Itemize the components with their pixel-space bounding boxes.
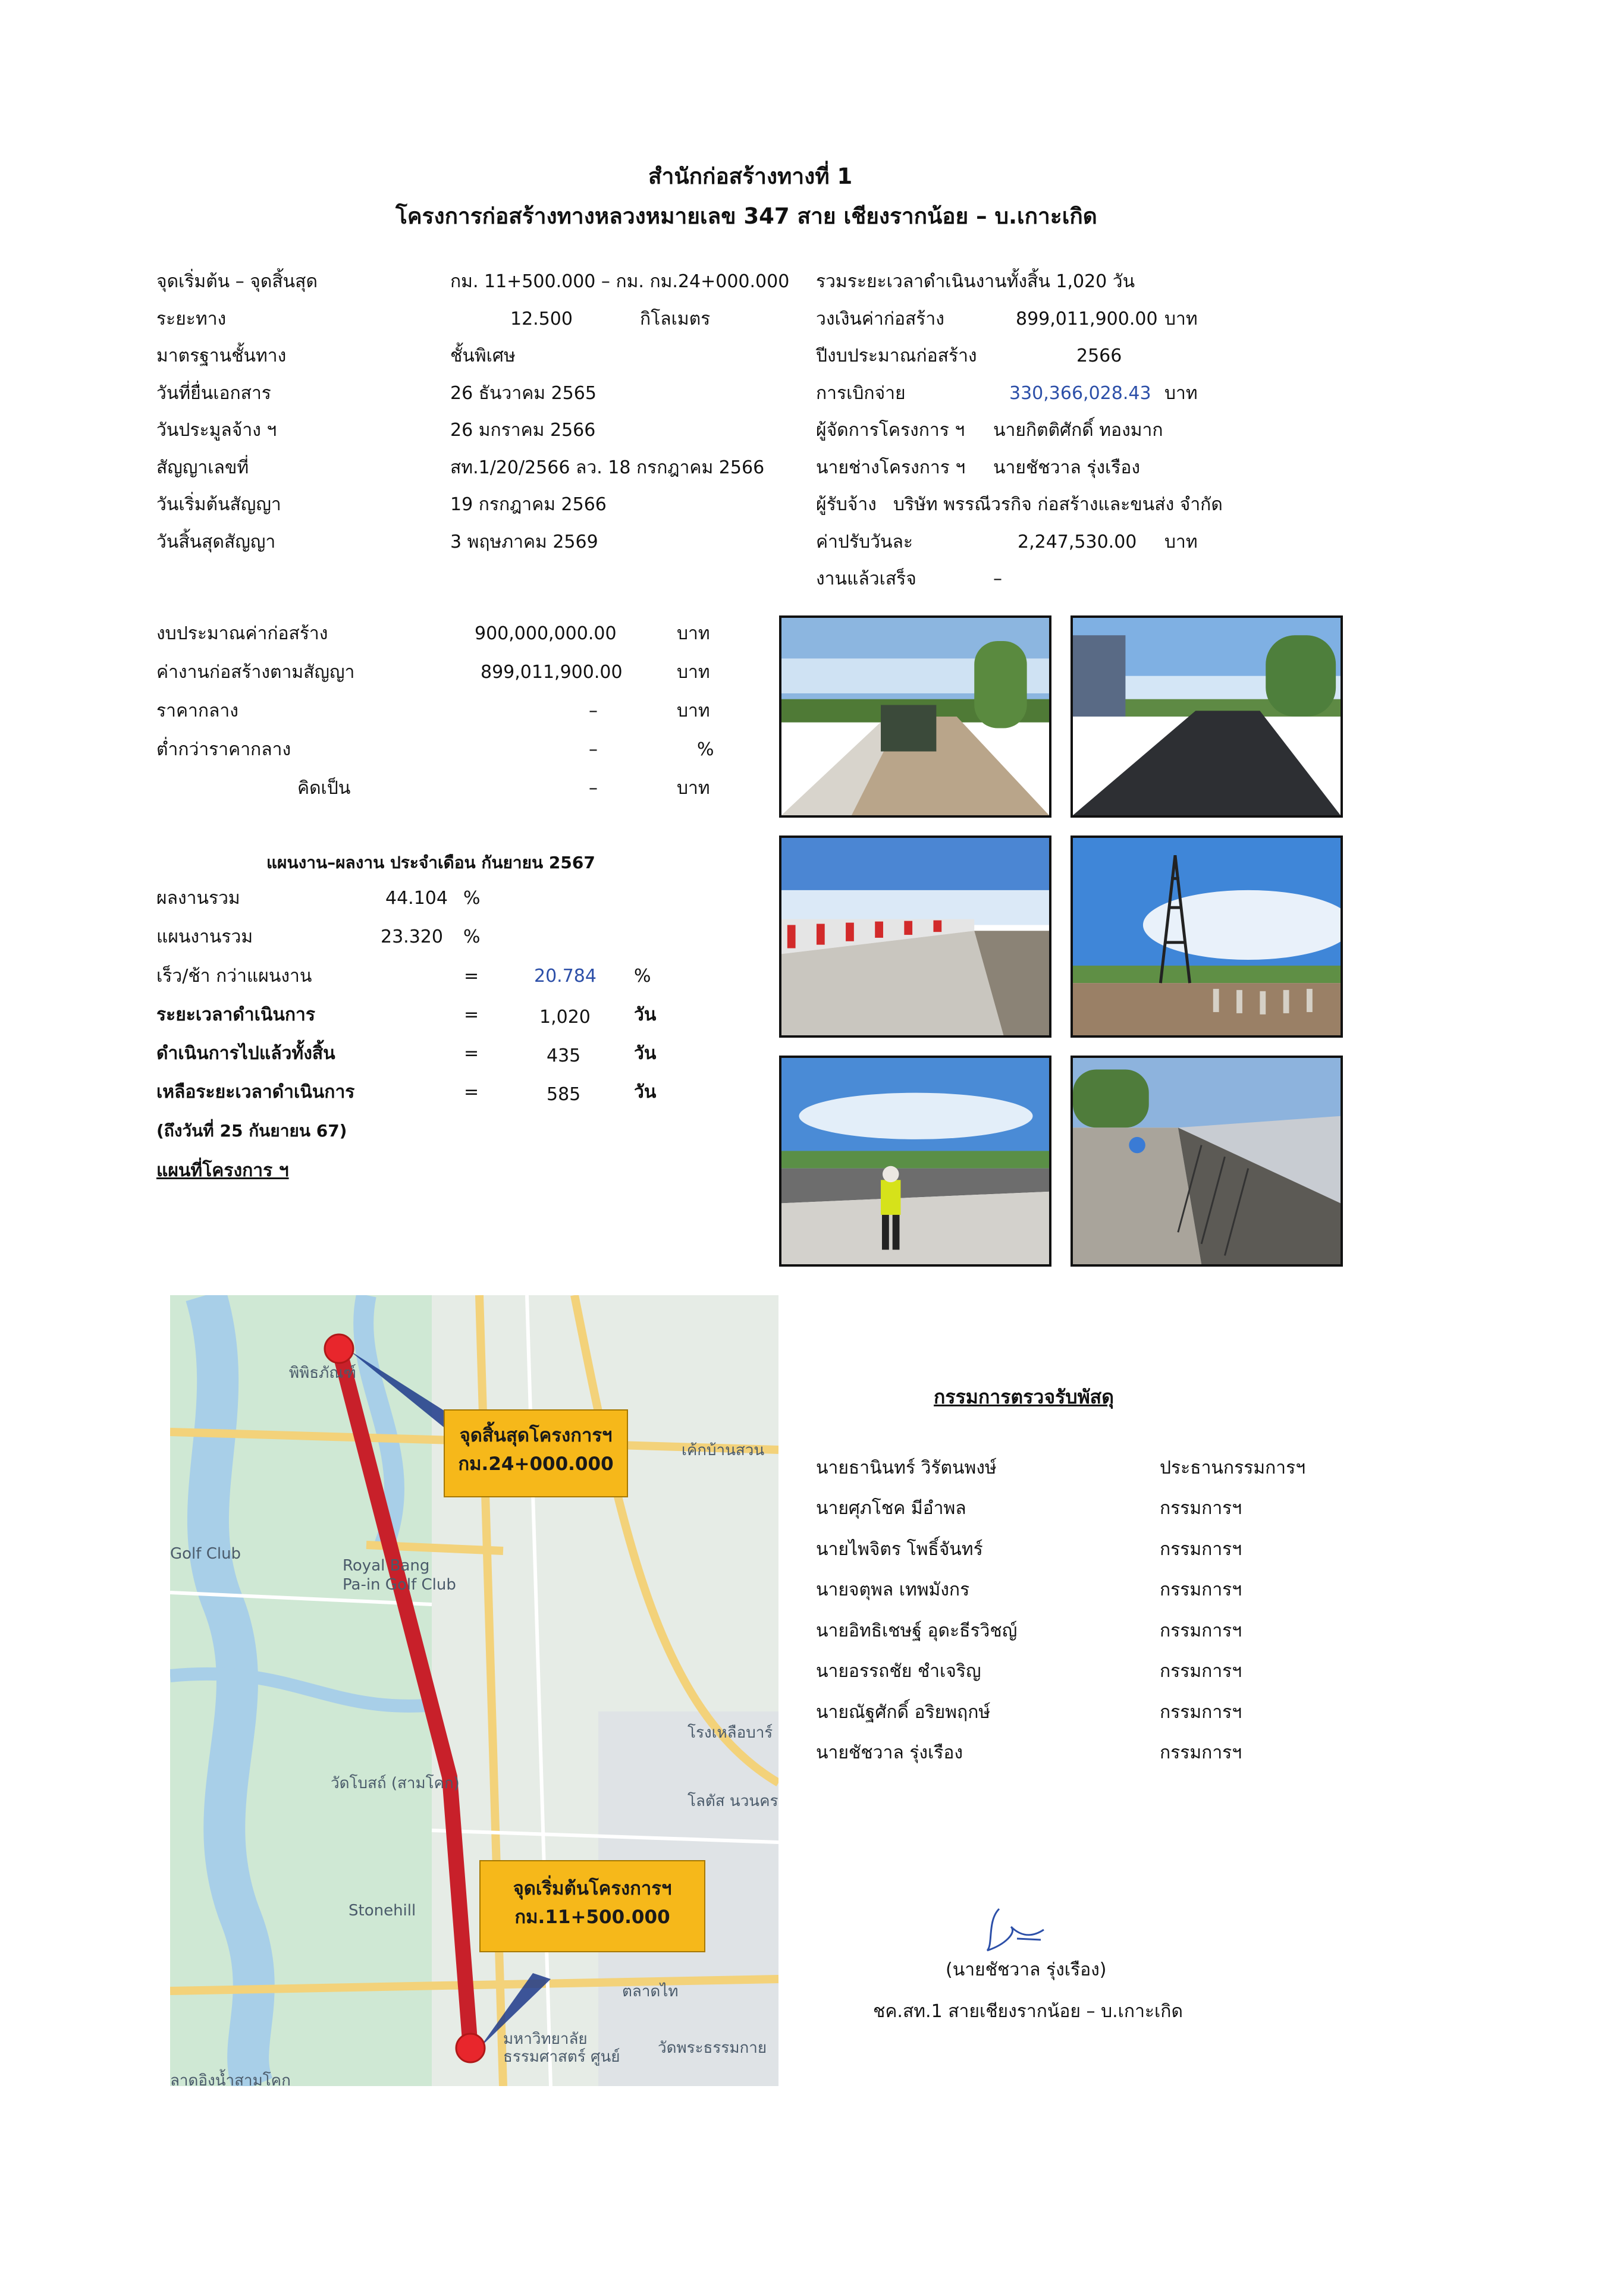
- info-value: 3 พฤษภาคม 2569: [450, 532, 598, 552]
- map-label: มหาวิทยาลัย: [503, 2030, 588, 2048]
- info-value: 26 ธันวาคม 2565: [450, 383, 597, 404]
- photo-pile-driving: [1071, 836, 1343, 1038]
- info-value: –: [993, 568, 1002, 589]
- member-role: กรรมการฯ: [1160, 1661, 1242, 1682]
- committee-title: กรรมการตรวจรับพัสดุ: [934, 1386, 1114, 1408]
- map-label: ตลาดไท: [622, 1983, 679, 2000]
- member-role: กรรมการฯ: [1160, 1539, 1242, 1560]
- member-role: กรรมการฯ: [1160, 1579, 1242, 1600]
- photo-image: [1073, 618, 1341, 815]
- info-value: กม. 11+500.000 – กม. กม.24+000.000: [450, 271, 790, 292]
- duration-unit: วัน: [634, 1004, 657, 1025]
- budget-value: –: [589, 739, 598, 760]
- elapsed-label: ดำเนินการไปแล้วทั้งสิ้น: [156, 1043, 335, 1064]
- info-label: งานแล้วเสร็จ: [816, 568, 916, 589]
- info-label: มาตรฐานชั้นทาง: [156, 346, 287, 366]
- project-title: โครงการก่อสร้างทางหลวงหมายเลข 347 สาย เชียงรากน้อย – บ.เกาะเกิด: [395, 203, 1097, 229]
- member-name: นายไพจิตร โพธิ์จันทร์: [816, 1539, 983, 1560]
- info-unit: กิโลเมตร: [640, 309, 711, 329]
- duration-value: 1,020: [539, 1007, 591, 1028]
- info-label: การเบิกจ่าย: [816, 383, 906, 404]
- info-unit: บาท: [1164, 532, 1198, 552]
- project-map: [170, 1295, 778, 2086]
- budget-unit: บาท: [677, 623, 710, 644]
- info-label: นายช่างโครงการ ฯ: [816, 457, 966, 478]
- budget-unit: บาท: [677, 778, 710, 799]
- member-name: นายธานินทร์ วิรัตนพงษ์: [816, 1458, 997, 1478]
- budget-value: 900,000,000.00: [475, 623, 617, 644]
- info-unit: บาท: [1164, 383, 1198, 404]
- member-name: นายชัชวาล รุ่งเรือง: [816, 1742, 963, 1763]
- budget-label: งบประมาณค่าก่อสร้าง: [156, 623, 328, 644]
- info-value: 2,247,530.00: [1018, 532, 1137, 552]
- info-label: สัญญาเลขที่: [156, 457, 249, 478]
- budget-unit: บาท: [677, 701, 710, 721]
- photo-image: [1073, 838, 1341, 1035]
- info-label: วันสิ้นสุดสัญญา: [156, 532, 276, 552]
- elapsed-unit: วัน: [634, 1043, 657, 1064]
- info-label: ผู้จัดการโครงการ ฯ: [816, 420, 965, 441]
- member-name: นายศุภโชค มีอำพล: [816, 1498, 966, 1519]
- end-point-callout: [444, 1409, 628, 1497]
- plan-value: 23.320: [381, 926, 443, 947]
- map-label: วัดพระธรรมกาย: [658, 2039, 767, 2057]
- disbursement-value: 330,366,028.43: [1009, 383, 1151, 404]
- map-label: เค้กบ้านสวน: [682, 1441, 765, 1459]
- start-callout-line1: จุดเริ่มต้นโครงการฯ: [513, 1878, 672, 1899]
- remaining-label: เหลือระยะเวลาดำเนินการ: [156, 1082, 355, 1103]
- end-callout-line1: จุดสิ้นสุดโครงการฯ: [459, 1425, 613, 1446]
- info-label: จุดเริ่มต้น – จุดสิ้นสุด: [156, 271, 318, 292]
- signature-scribble: [975, 1903, 1053, 1956]
- start-point-marker: [456, 2034, 485, 2062]
- photo-image: [781, 838, 1049, 1035]
- elapsed-eq: =: [464, 1043, 479, 1064]
- map-label: ธรรมศาสตร์ ศูนย์: [503, 2048, 620, 2066]
- photo-asphalt-paving: [1071, 615, 1343, 818]
- map-label: พิพิธภัณฑ์: [289, 1364, 356, 1382]
- info-value: นายชัชวาล รุ่งเรือง: [993, 457, 1141, 478]
- end-callout-line2: กม.24+000.000: [458, 1453, 614, 1475]
- start-callout-line2: กม.11+500.000: [514, 1906, 670, 1928]
- member-name: นายจตุพล เทพมังกร: [816, 1579, 970, 1600]
- info-value: 12.500: [510, 309, 573, 329]
- member-role: ประธานกรรมการฯ: [1160, 1458, 1306, 1478]
- budget-label: คิดเป็น: [297, 778, 351, 799]
- budget-value: –: [589, 778, 598, 799]
- info-label: ระยะทาง: [156, 309, 227, 329]
- member-role: กรรมการฯ: [1160, 1498, 1242, 1519]
- remaining-unit: วัน: [634, 1082, 657, 1103]
- duration-eq: =: [464, 1004, 479, 1025]
- budget-label: ค่างานก่อสร้างตามสัญญา: [156, 662, 355, 683]
- info-label: วันเริ่มต้นสัญญา: [156, 494, 281, 515]
- photo-image: [1073, 1058, 1341, 1264]
- map-heading: แผนที่โครงการ ฯ: [156, 1160, 289, 1181]
- info-value: 2566: [1076, 346, 1122, 366]
- map-label: Stonehill: [349, 1902, 416, 1920]
- member-name: นายอรรถชัย ชำเจริญ: [816, 1661, 981, 1682]
- photo-concrete-road: [779, 836, 1051, 1038]
- remaining-eq: =: [464, 1082, 479, 1103]
- duration-label: ระยะเวลาดำเนินการ: [156, 1004, 315, 1025]
- result-unit: %: [463, 888, 481, 909]
- member-role: กรรมการฯ: [1160, 1702, 1242, 1723]
- budget-label: ต่ำกว่าราคากลาง: [156, 739, 291, 760]
- info-value: ชั้นพิเศษ: [450, 346, 516, 366]
- start-point-callout: [479, 1860, 705, 1952]
- budget-value: 899,011,900.00: [481, 662, 623, 683]
- diff-label: เร็ว/ช้า กว่าแผนงาน: [156, 966, 312, 987]
- plan-label: แผนงานรวม: [156, 926, 253, 947]
- info-value: สท.1/20/2566 ลว. 18 กรกฎาคม 2566: [450, 457, 765, 478]
- remaining-value: 585: [547, 1084, 581, 1105]
- info-value: 19 กรกฎาคม 2566: [450, 494, 607, 515]
- result-value: 44.104: [385, 888, 448, 909]
- info-label: วันที่ยื่นเอกสาร: [156, 383, 271, 404]
- signature-name: (นายชัชวาล รุ่งเรือง): [946, 1959, 1107, 1980]
- info-value: นายกิตติศักดิ์ ทองมาก: [993, 420, 1163, 441]
- map-label: Golf Club: [170, 1545, 241, 1563]
- as-of-date: (ถึงวันที่ 25 กันยายน 67): [156, 1121, 347, 1141]
- budget-unit: บาท: [677, 662, 710, 683]
- info-label: รวมระยะเวลาดำเนินงานทั้งสิ้น 1,020 วัน: [816, 271, 1135, 292]
- info-value: 26 มกราคม 2566: [450, 420, 596, 441]
- map-label: ลาดอิงน้ำสามโคก: [170, 2072, 291, 2086]
- budget-value: –: [589, 701, 598, 721]
- budget-unit: %: [697, 739, 714, 760]
- map-label: Royal Bang: [343, 1557, 430, 1575]
- plan-unit: %: [463, 926, 481, 947]
- budget-label: ราคากลาง: [156, 701, 238, 721]
- map-label: โรงเหลือบาร์: [688, 1724, 773, 1742]
- office-title: สำนักก่อสร้างทางที่ 1: [648, 164, 853, 189]
- map-label: วัดโบสถ์ (สามโคก): [331, 1774, 460, 1792]
- map-label: โลตัส นวนคร: [688, 1792, 778, 1810]
- member-name: นายณัฐศักดิ์ อริยพฤกษ์: [816, 1702, 991, 1723]
- result-label: ผลงานรวม: [156, 888, 240, 909]
- info-label: ปีงบประมาณก่อสร้าง: [816, 346, 977, 366]
- photo-road-survey: [779, 1056, 1051, 1267]
- progress-title: แผนงาน–ผลงาน ประจำเดือน กันยายน 2567: [266, 853, 595, 872]
- info-value: 899,011,900.00: [1016, 309, 1158, 329]
- signature-position: ชค.สท.1 สายเชียงรากน้อย – บ.เกาะเกิด: [873, 2001, 1183, 2022]
- member-role: กรรมการฯ: [1160, 1742, 1242, 1763]
- info-label: ผู้รับจ้าง: [816, 494, 877, 515]
- photo-image: [781, 618, 1049, 815]
- photo-wall-construction: [1071, 1056, 1343, 1267]
- member-name: นายอิทธิเชษฐ์ อุดะธีรวิชญ์: [816, 1620, 1018, 1641]
- elapsed-value: 435: [547, 1045, 581, 1066]
- end-point-marker: [325, 1334, 353, 1363]
- diff-unit: %: [634, 966, 651, 987]
- diff-value: 20.784: [534, 966, 597, 987]
- info-label: วันประมูลจ้าง ฯ: [156, 420, 277, 441]
- info-unit: บาท: [1164, 309, 1198, 329]
- info-label: ค่าปรับวันละ: [816, 532, 913, 552]
- info-label: วงเงินค่าก่อสร้าง: [816, 309, 944, 329]
- map-label: Pa-in Golf Club: [343, 1576, 456, 1594]
- member-role: กรรมการฯ: [1160, 1620, 1242, 1641]
- photo-road-milling: [779, 615, 1051, 818]
- photo-image: [781, 1058, 1049, 1264]
- info-value: บริษัท พรรณีวรกิจ ก่อสร้างและขนส่ง จำกัด: [893, 494, 1223, 515]
- diff-eq: =: [464, 966, 479, 987]
